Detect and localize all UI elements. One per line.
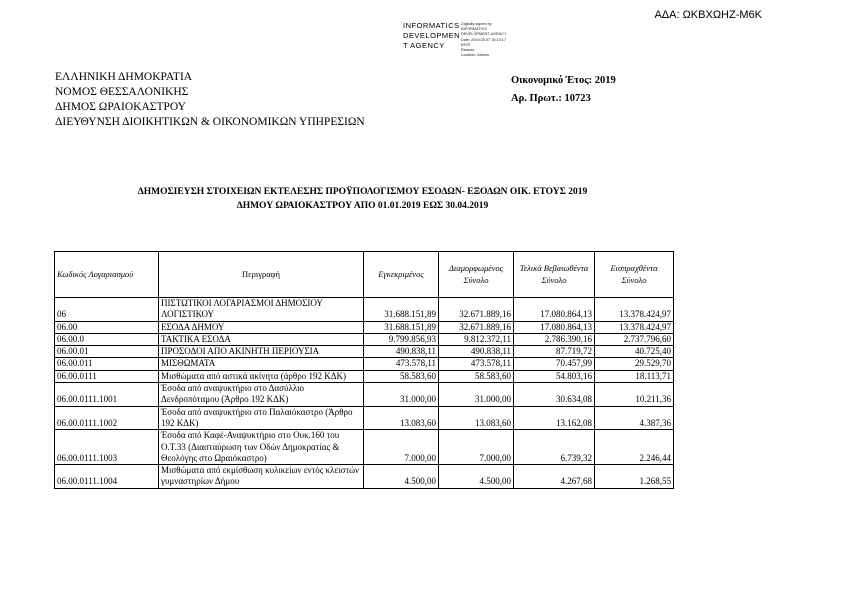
fiscal-year: Οικονομικό Έτος: 2019 [511, 75, 616, 86]
cell-collected: 1.268,55 [595, 465, 674, 489]
cell-description: Έσοδα από αναψυκτήριο στο Δασύλλιο Δενδροπόταμου (Άρθρο 192 ΚΔΚ) [159, 383, 364, 407]
table-row [55, 346, 674, 358]
cell-certified: 30.634,08 [514, 383, 595, 407]
cell-code: 06.00.0111 [55, 370, 159, 382]
cell-description: ΤΑΚΤΙΚΑ ΕΣΟΔΑ [159, 333, 364, 345]
cell-modified: 13.083,60 [439, 406, 514, 430]
cell-modified: 31.000,00 [439, 383, 514, 407]
cell-code: 06.00.0111.1004 [55, 465, 159, 489]
cell-collected: 40.725,40 [595, 346, 674, 358]
col-header-modified: Διαμορφωμένος Σύνολο [439, 252, 514, 298]
cell-collected: 13.378.424,97 [595, 298, 674, 322]
cell-code: 06.00.011 [55, 358, 159, 370]
col-header-approved: Εγκεκριμένος [364, 252, 439, 298]
table-row [55, 406, 674, 430]
cell-certified: 2.786.390,16 [514, 333, 595, 345]
cell-collected: 29.529,70 [595, 358, 674, 370]
stamp-signature-details: Digitally signed by INFORMATICS DEVELOPMENT AGENCY Date: 2019.05.07 10:13:17 EEST Reason: Location: Athens [461, 22, 507, 58]
cell-certified: 17.080.864,13 [514, 321, 595, 333]
cell-code: 06.00.01 [55, 346, 159, 358]
table-row [55, 298, 674, 322]
cell-certified: 70.457,99 [514, 358, 595, 370]
cell-modified: 9.812.372,11 [439, 333, 514, 345]
cell-modified: 58.583,60 [439, 370, 514, 382]
col-header-collected: Εισπραχθέντα Σύνολο [595, 252, 674, 298]
cell-approved: 473.578,11 [364, 358, 439, 370]
cell-description: ΜΙΣΘΩΜΑΤΑ [159, 358, 364, 370]
cell-collected: 4.387,36 [595, 406, 674, 430]
cell-description: Μισθώματα από εκμίσθωση κυλικείων εντός κλειστών γυμναστηρίων Δήμου [159, 465, 364, 489]
cell-description: Μισθώματα από αστικά ακίνητα (άρθρο 192 ΚΔΚ) [159, 370, 364, 382]
cell-code: 06.00.0111.1001 [55, 383, 159, 407]
table-row [55, 430, 674, 465]
cell-code: 06.00 [55, 321, 159, 333]
authority-header [55, 70, 365, 130]
cell-modified: 4.500,00 [439, 465, 514, 489]
cell-approved: 490.838,11 [364, 346, 439, 358]
cell-modified: 490.838,11 [439, 346, 514, 358]
document-title [55, 185, 670, 213]
cell-modified: 32.671.889,16 [439, 321, 514, 333]
cell-certified: 17.080.864,13 [514, 298, 595, 322]
title-line-2: ΔΗΜΟΥ ΩΡΑΙΟΚΑΣΤΡΟΥ ΑΠΟ 01.01.2019 ΕΩΣ 30.04.2019 [236, 201, 489, 211]
cell-collected: 2.737.796,60 [595, 333, 674, 345]
header-line-municipality: ΔΗΜΟΣ ΩΡΑΙΟΚΑΣΤΡΟΥ [55, 101, 186, 113]
cell-description: Έσοδα από αναψυκτήριο στο Παλαιόκαστρο (Άρθρο 192 ΚΔΚ) [159, 406, 364, 430]
cell-approved: 58.583,60 [364, 370, 439, 382]
header-line-country: ΕΛΛΗΝΙΚΗ ΔΗΜΟΚΡΑΤΙΑ [55, 71, 193, 83]
col-header-description: Περιγραφή [159, 252, 364, 298]
document-meta [511, 72, 616, 108]
cell-certified: 13.162,08 [514, 406, 595, 430]
cell-modified: 7.000,00 [439, 430, 514, 465]
table-row [55, 370, 674, 382]
cell-collected: 18.113,71 [595, 370, 674, 382]
cell-approved: 7.000,00 [364, 430, 439, 465]
table-row [55, 383, 674, 407]
title-line-1: ΔΗΜΟΣΙΕΥΣΗ ΣΤΟΙΧΕΙΩΝ ΕΚΤΕΛΕΣΗΣ ΠΡΟΫΠΟΛΟΓΙΣΜΟΥ ΕΣΟΔΩΝ- ΕΞΟΔΩΝ ΟΙΚ. ΕΤΟΥΣ 2019 [137, 187, 588, 197]
cell-description: ΠΡΟΣΟΔΟΙ ΑΠΟ ΑΚΙΝΗΤΗ ΠΕΡΙΟΥΣΙΑ [159, 346, 364, 358]
cell-approved: 4.500,00 [364, 465, 439, 489]
cell-modified: 473.578,11 [439, 358, 514, 370]
col-header-certified: Τελικά Βεβαιωθέντα Σύνολο [514, 252, 595, 298]
cell-description: ΕΣΟΔΑ ΔΗΜΟΥ [159, 321, 364, 333]
cell-certified: 4.267,68 [514, 465, 595, 489]
cell-code: 06.00.0 [55, 333, 159, 345]
cell-collected: 13.378.424,97 [595, 321, 674, 333]
cell-approved: 9.799.856,93 [364, 333, 439, 345]
cell-certified: 87.719,72 [514, 346, 595, 358]
cell-certified: 6.739,32 [514, 430, 595, 465]
header-line-department: ΔΙΕΥΘΥΝΣΗ ΔΙΟΙΚΗΤΙΚΩΝ & ΟΙΚΟΝΟΜΙΚΩΝ ΥΠΗΡΕΣΙΩΝ [55, 116, 365, 128]
cell-collected: 2.246,44 [595, 430, 674, 465]
col-header-code: Κωδικός Λογαριασμού [55, 252, 159, 298]
table-header-row [55, 252, 674, 298]
ada-code: ΑΔΑ: ΩΚΒΧΩΗΖ-Μ6Κ [654, 9, 762, 21]
cell-description: Έσοδα από Καφέ-Αναψυκτήριο στο Ουκ.160 του Ο.Τ.33 (Διασταύρωση των Οδών Δημοκρατίας & Θεολόγης στο Ωραιόκαστρο) [159, 430, 364, 465]
cell-approved: 13.083,60 [364, 406, 439, 430]
digital-signature-stamp [403, 21, 507, 58]
cell-collected: 10.211,36 [595, 383, 674, 407]
cell-approved: 31.688.151,89 [364, 321, 439, 333]
cell-modified: 32.671.889,16 [439, 298, 514, 322]
cell-code: 06 [55, 298, 159, 322]
table-row [55, 358, 674, 370]
stamp-title: INFORMATICS DEVELOPMEN T AGENCY [403, 21, 461, 50]
cell-description: ΠΙΣΤΩΤΙΚΟΙ ΛΟΓΑΡΙΑΣΜΟΙ ΔΗΜΟΣΙΟΥ ΛΟΓΙΣΤΙΚΟΥ [159, 298, 364, 322]
table-row [55, 333, 674, 345]
header-line-prefecture: ΝΟΜΟΣ ΘΕΣΣΑΛΟΝΙΚΗΣ [55, 86, 189, 98]
budget-table [54, 251, 674, 489]
cell-approved: 31.000,00 [364, 383, 439, 407]
protocol-number: Αρ. Πρωτ.: 10723 [511, 93, 591, 104]
table-row [55, 321, 674, 333]
cell-code: 06.00.0111.1002 [55, 406, 159, 430]
cell-certified: 54.803,16 [514, 370, 595, 382]
cell-approved: 31.688.151,89 [364, 298, 439, 322]
table-row [55, 465, 674, 489]
cell-code: 06.00.0111.1003 [55, 430, 159, 465]
